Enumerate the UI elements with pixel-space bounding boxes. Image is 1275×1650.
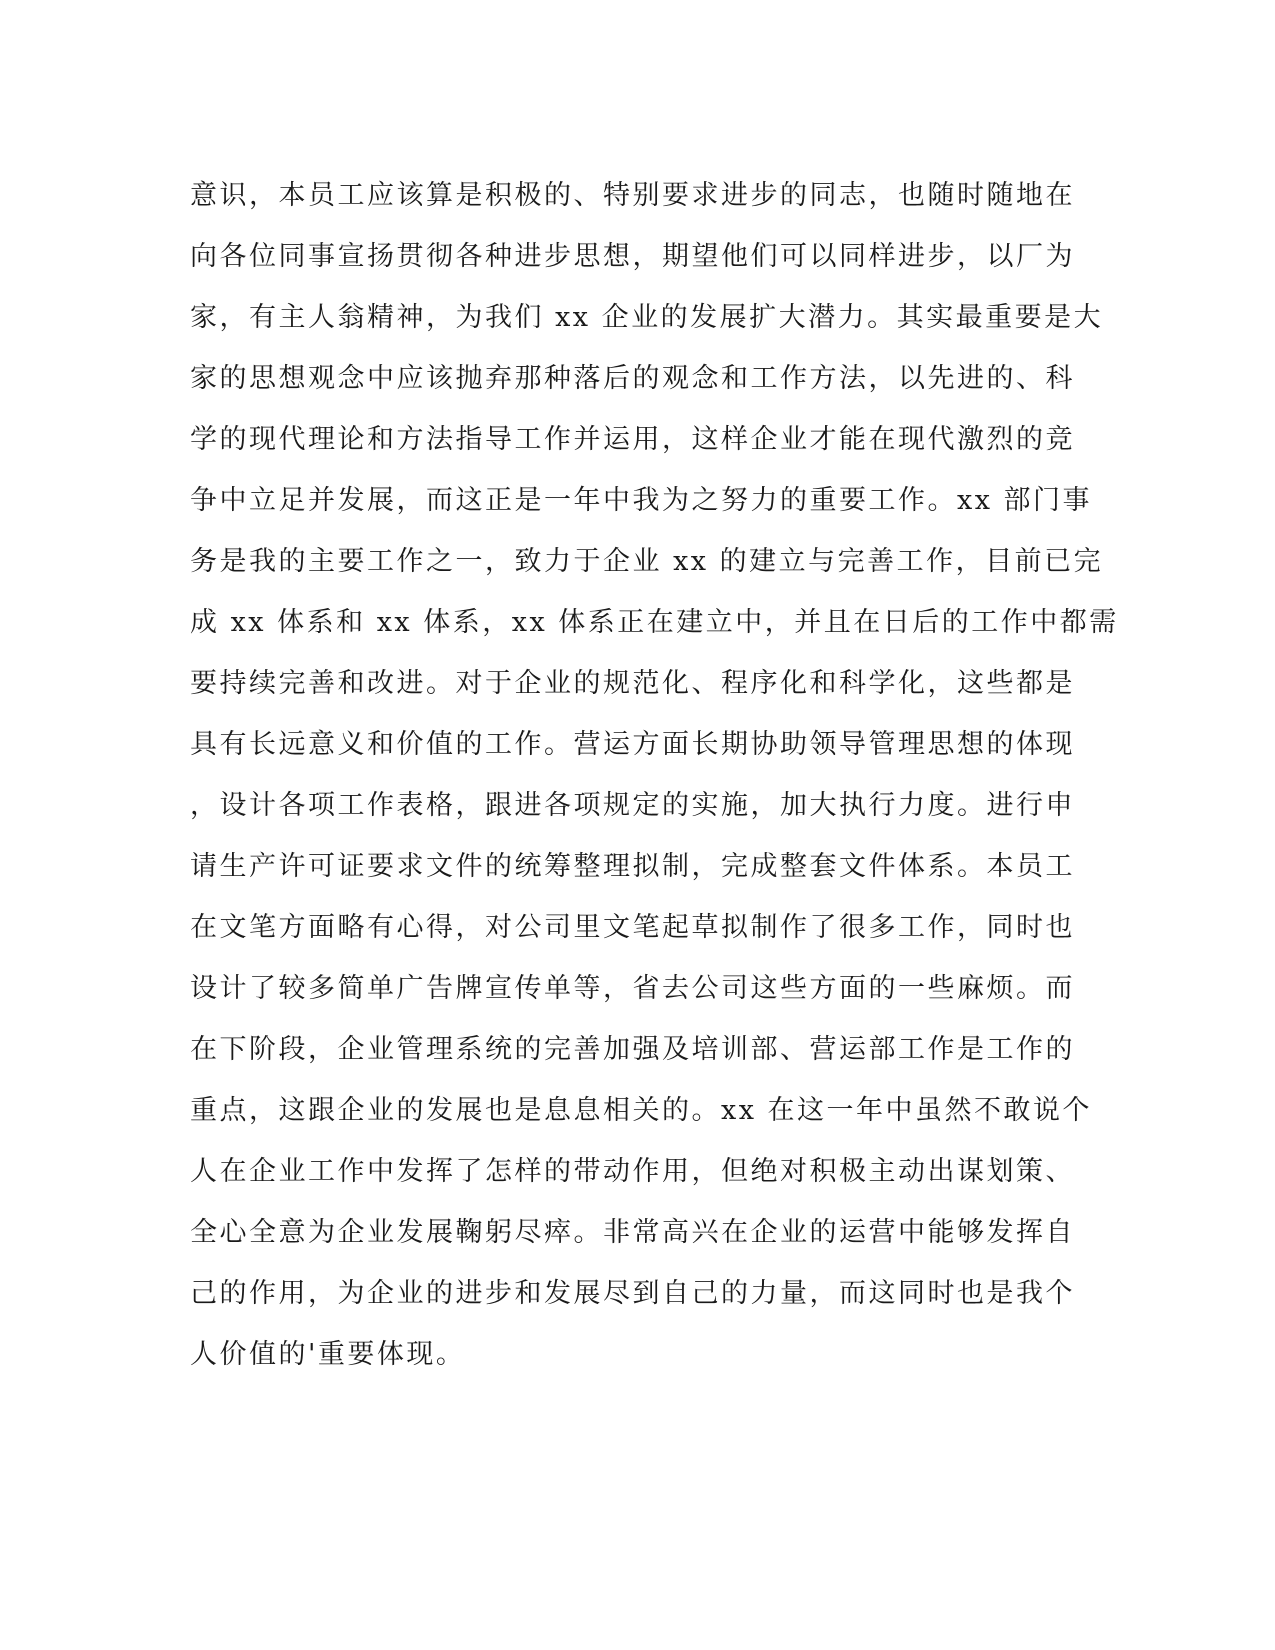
text-line: 人价值的'重要体现。: [190, 1339, 466, 1370]
text-line: 家，有主人翁精神，为我们 xx 企业的发展扩大潜力。其实最重要是大: [190, 302, 1104, 333]
text-line: 向各位同事宣扬贯彻各种进步思想，期望他们可以同样进步，以厂为: [190, 241, 1075, 272]
text-line: 意识，本员工应该算是积极的、特别要求进步的同志，也随时随地在: [190, 180, 1075, 211]
text-line: 重点，这跟企业的发展也是息息相关的。xx 在这一年中虽然不敢说个: [190, 1095, 1093, 1126]
text-line: 在文笔方面略有心得，对公司里文笔起草拟制作了很多工作，同时也: [190, 912, 1075, 943]
text-line: 在下阶段，企业管理系统的完善加强及培训部、营运部工作是工作的: [190, 1034, 1075, 1065]
text-line: 成 xx 体系和 xx 体系，xx 体系正在建立中，并且在日后的工作中都需: [190, 607, 1119, 638]
text-line: 要持续完善和改进。对于企业的规范化、程序化和科学化，这些都是: [190, 668, 1075, 699]
text-line: 请生产许可证要求文件的统筹整理拟制，完成整套文件体系。本员工: [190, 851, 1075, 882]
text-line: ，设计各项工作表格，跟进各项规定的实施，加大执行力度。进行申: [190, 790, 1075, 821]
body-paragraph: [190, 165, 1119, 1385]
text-line: 务是我的主要工作之一，致力于企业 xx 的建立与完善工作，目前已完: [190, 546, 1104, 577]
text-line: 全心全意为企业发展鞠躬尽瘁。非常高兴在企业的运营中能够发挥自: [190, 1217, 1075, 1248]
text-line: 具有长远意义和价值的工作。营运方面长期协助领导管理思想的体现: [190, 729, 1075, 760]
text-line: 人在企业工作中发挥了怎样的带动作用，但绝对积极主动出谋划策、: [190, 1156, 1075, 1187]
text-line: 学的现代理论和方法指导工作并运用，这样企业才能在现代激烈的竞: [190, 424, 1075, 455]
text-line: 争中立足并发展，而这正是一年中我为之努力的重要工作。xx 部门事: [190, 485, 1093, 516]
text-line: 设计了较多简单广告牌宣传单等，省去公司这些方面的一些麻烦。而: [190, 973, 1075, 1004]
text-line: 家的思想观念中应该抛弃那种落后的观念和工作方法，以先进的、科: [190, 363, 1075, 394]
text-line: 己的作用，为企业的进步和发展尽到自己的力量，而这同时也是我个: [190, 1278, 1075, 1309]
